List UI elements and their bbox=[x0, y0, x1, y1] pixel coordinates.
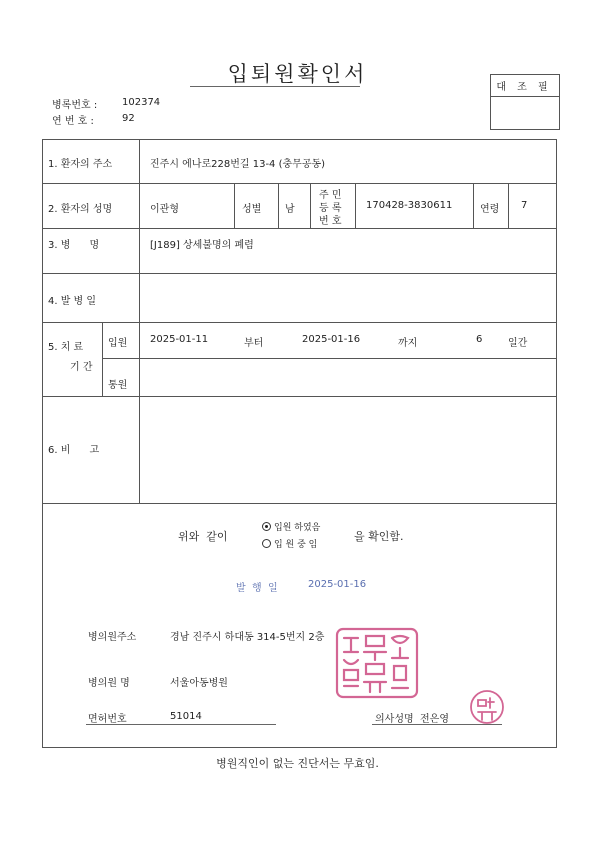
title-underline bbox=[190, 86, 360, 87]
admit-end: 2025-01-16 bbox=[302, 334, 361, 345]
issue-date-value: 2025-01-16 bbox=[308, 579, 367, 590]
cell-divider bbox=[278, 183, 279, 228]
name-label: 2. 환자의 성명 bbox=[48, 204, 113, 215]
address-value: 진주시 에나로228번길 13-4 (충무공동) bbox=[150, 159, 326, 170]
cell-divider bbox=[355, 183, 356, 228]
row-divider bbox=[42, 322, 557, 323]
radio-admitted[interactable] bbox=[262, 522, 271, 531]
cell-divider bbox=[310, 183, 311, 228]
row-divider bbox=[102, 358, 557, 359]
name-value: 이관형 bbox=[150, 204, 179, 215]
reg-no-value: 102374 bbox=[122, 97, 161, 108]
id-label-line2: 등 록 bbox=[319, 203, 342, 214]
sex-label: 성별 bbox=[242, 204, 262, 215]
admit-label: 입원 bbox=[108, 338, 128, 349]
option-admitted-label: 입원 하였음 bbox=[274, 523, 321, 533]
row-divider bbox=[42, 503, 557, 504]
confirm-box-label: 대 조 필 bbox=[496, 82, 552, 93]
cell-divider bbox=[473, 183, 474, 228]
onset-label: 4. 발 병 일 bbox=[48, 296, 97, 307]
period-label-line1: 5. 치 료 bbox=[48, 342, 84, 353]
row-divider bbox=[42, 396, 557, 397]
admit-start: 2025-01-11 bbox=[150, 334, 209, 345]
admit-from: 부터 bbox=[244, 338, 264, 349]
hospital-name-label: 병의원 명 bbox=[88, 678, 130, 689]
document-title: 입퇴원확인서 bbox=[227, 62, 368, 86]
doctor-name: 전은영 bbox=[420, 714, 449, 725]
id-label-line3: 번 호 bbox=[319, 216, 342, 227]
sex-value: 남 bbox=[285, 204, 295, 215]
admit-to: 까지 bbox=[398, 338, 418, 349]
statement-prefix: 위와 같이 bbox=[178, 530, 228, 543]
row-divider bbox=[42, 273, 557, 274]
option-in-hospital-label: 입 원 중 임 bbox=[274, 540, 318, 550]
doctor-seal-stamp bbox=[468, 688, 506, 726]
id-label-line1: 주 민 bbox=[319, 190, 342, 201]
hospital-name-value: 서울아동병원 bbox=[170, 678, 228, 689]
row-divider bbox=[42, 228, 557, 229]
license-underline bbox=[86, 724, 276, 725]
address-label: 1. 환자의 주소 bbox=[48, 159, 113, 170]
disease-value: [J189] 상세불명의 폐렴 bbox=[150, 240, 254, 251]
form-frame bbox=[42, 139, 557, 748]
confirm-box-divider bbox=[490, 96, 559, 97]
admit-days-unit: 일간 bbox=[508, 338, 528, 349]
radio-in-hospital[interactable] bbox=[262, 539, 271, 548]
hospital-address-value: 경남 진주시 하대동 314-5번지 2층 bbox=[170, 632, 325, 643]
outpatient-label: 통원 bbox=[108, 380, 128, 391]
remarks-label: 6. 비 고 bbox=[48, 445, 100, 456]
license-value: 51014 bbox=[170, 711, 202, 722]
serial-label: 연 번 호 : bbox=[52, 116, 94, 127]
statement-suffix: 을 확인함. bbox=[354, 530, 404, 543]
age-value: 7 bbox=[521, 200, 528, 211]
footer-notice: 병원직인이 없는 진단서는 무효임. bbox=[216, 757, 379, 770]
disease-label: 3. 병 명 bbox=[48, 240, 100, 251]
hospital-seal-stamp bbox=[334, 626, 420, 700]
age-label: 연령 bbox=[480, 204, 500, 215]
serial-value: 92 bbox=[122, 113, 135, 124]
period-label-line2: 기 간 bbox=[70, 362, 93, 373]
admit-days: 6 bbox=[476, 334, 483, 345]
doctor-label: 의사성명 bbox=[375, 714, 414, 725]
period-subcolumn-divider bbox=[102, 322, 103, 396]
hospital-address-label: 병의원주소 bbox=[88, 632, 137, 643]
cell-divider bbox=[508, 183, 509, 228]
reg-no-label: 병록번호 : bbox=[52, 100, 98, 111]
issue-date-label: 발 행 일 bbox=[236, 583, 278, 594]
license-label: 면허번호 bbox=[88, 714, 127, 725]
cell-divider bbox=[234, 183, 235, 228]
row-divider bbox=[42, 183, 557, 184]
id-value: 170428-3830611 bbox=[366, 200, 453, 211]
label-column-divider bbox=[139, 139, 140, 503]
